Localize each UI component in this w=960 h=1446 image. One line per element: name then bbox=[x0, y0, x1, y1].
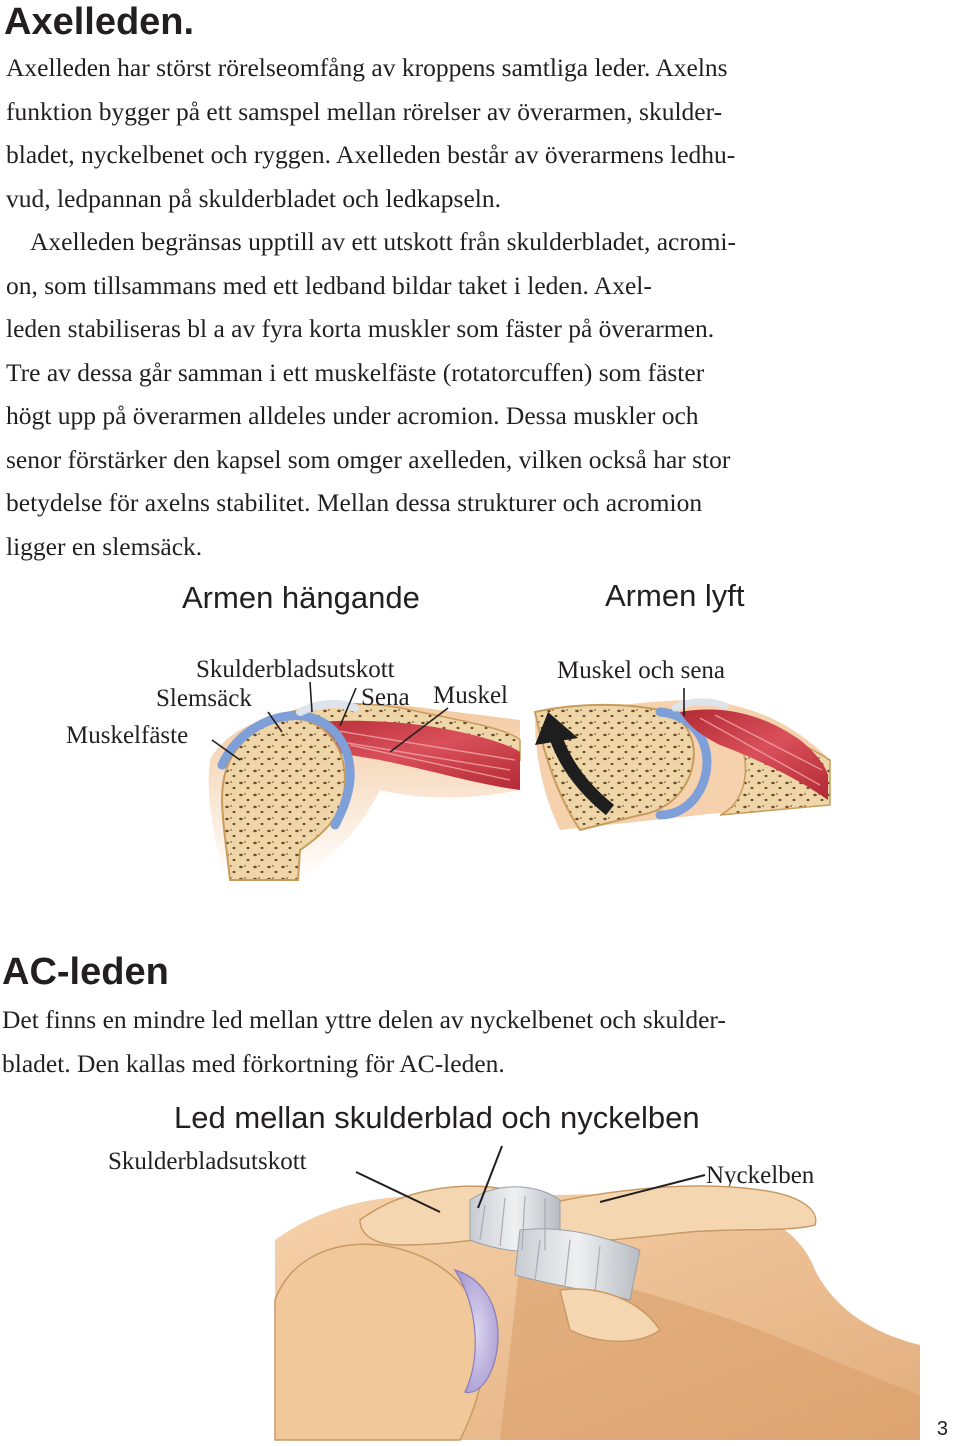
label-muskel-och-sena: Muskel och sena bbox=[557, 657, 726, 684]
paragraph-line: Axelleden har störst rörelseomfång av kroppens samtliga leder. Axelns bbox=[6, 53, 728, 82]
paragraph-line: vud, ledpannan på skulderbladet och ledkapseln. bbox=[6, 183, 501, 213]
figure-title-armen-lyft: Armen lyft bbox=[605, 578, 745, 613]
label-skulderbladsutskott-ac: Skulderbladsutskott bbox=[108, 1148, 307, 1175]
paragraph-line: bladet, nyckelbenet och ryggen. Axelleden består av överarmens ledhu- bbox=[6, 140, 736, 169]
paragraph-line: högt upp på överarmen alldeles under acromion. Dessa muskler och bbox=[6, 401, 699, 430]
section-title-axelleden: Axelleden. bbox=[4, 1, 195, 43]
figure-title-led-mellan: Led mellan skulderblad och nyckelben bbox=[174, 1100, 700, 1135]
paragraph-line: Det finns en mindre led mellan yttre delen av nyckelbenet och skulder- bbox=[2, 1005, 726, 1034]
page-number: 3 bbox=[936, 1418, 948, 1440]
paragraph-line: funktion bygger på ett samspel mellan rörelser av överarmen, skulder- bbox=[6, 96, 723, 126]
paragraph-line: ligger en slemsäck. bbox=[6, 531, 203, 561]
paragraph-line: on, som tillsammans med ett ledband bildar taket i leden. Axel- bbox=[6, 270, 652, 300]
paragraph-line: betydelse för axelns stabilitet. Mellan dessa strukturer och acromion bbox=[6, 488, 703, 517]
figure-title-armen-hangande: Armen hängande bbox=[182, 580, 420, 615]
label-slemsack: Slemsäck bbox=[156, 685, 252, 712]
label-nyckelben: Nyckelben bbox=[706, 1162, 815, 1189]
section-title-ac-leden: AC-leden bbox=[2, 951, 169, 993]
paragraph-line: Axelleden begränsas upptill av ett utskott från skulderbladet, acromi- bbox=[30, 227, 736, 256]
label-muskelfaste: Muskelfäste bbox=[66, 722, 189, 749]
label-skulderbladsutskott: Skulderbladsutskott bbox=[196, 656, 395, 683]
paragraph-line: senor förstärker den kapsel som omger axelleden, vilken också har stor bbox=[6, 444, 731, 474]
label-sena: Sena bbox=[361, 684, 410, 711]
paragraph-line: Tre av dessa går samman i ett muskelfäste (rotatorcuffen) som fäster bbox=[6, 357, 705, 387]
paragraph-line: leden stabiliseras bl a av fyra korta muskler som fäster på överarmen. bbox=[6, 314, 715, 343]
label-muskel: Muskel bbox=[433, 682, 508, 709]
paragraph-line: bladet. Den kallas med förkortning för AC-leden. bbox=[2, 1048, 505, 1078]
